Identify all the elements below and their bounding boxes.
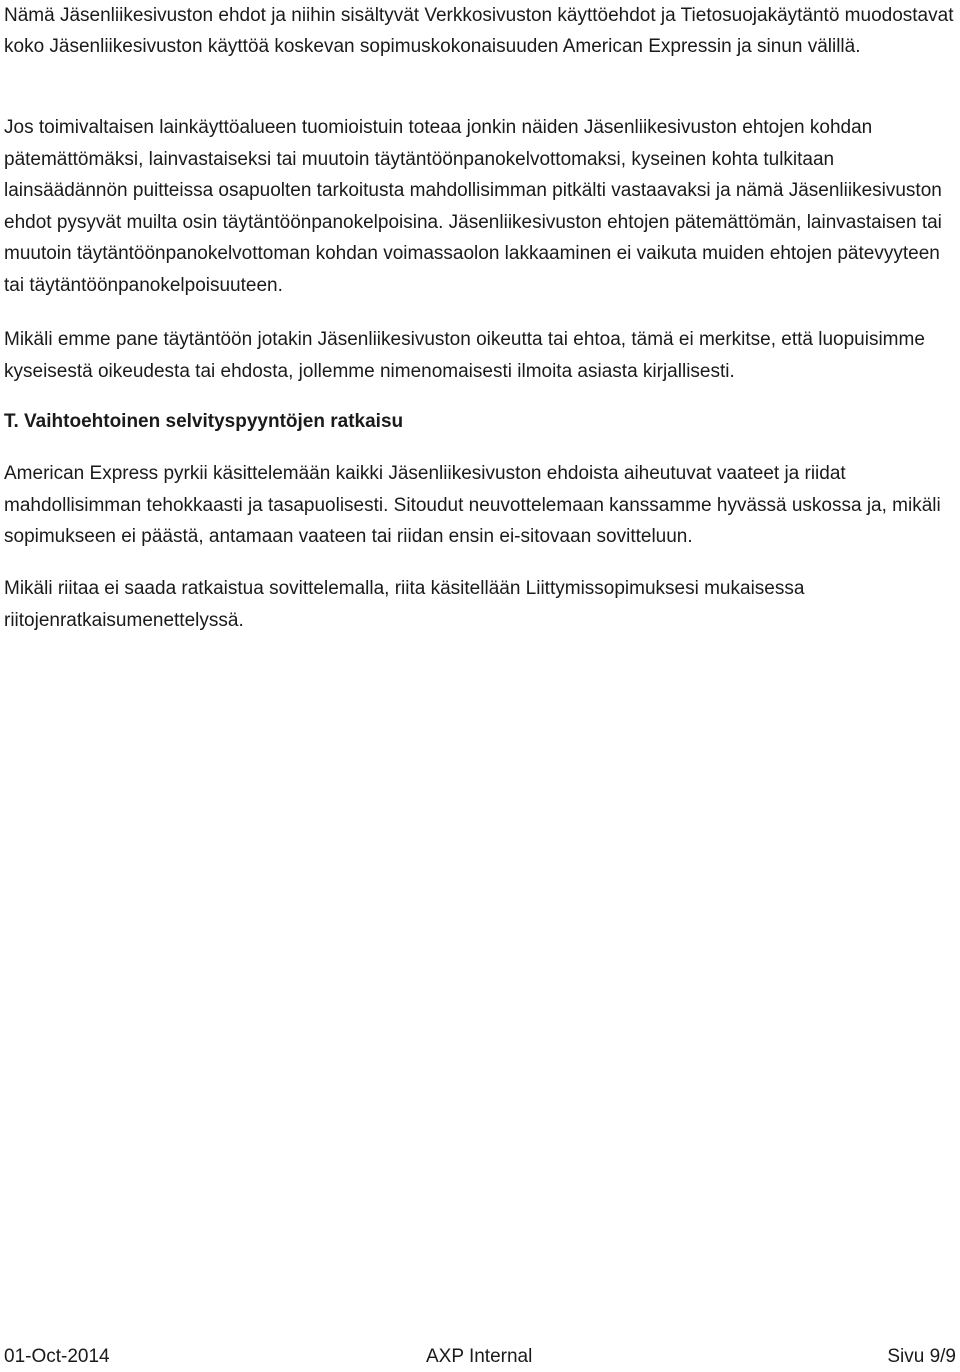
paragraph-dispute-handling: American Express pyrkii käsittelemään kaikki Jäsenliikesivuston ehdoista aiheutuvat vaateet ja riidat mahdollisimman tehokkaasti ja tasapuolisesti. Sitoudut neuvottelemaan kanssamme hyvässä uskossa ja, mikäli sopimukseen ei päästä, antamaan vaateen tai riidan ensin ei-sitovaan sovitteluun. bbox=[4, 463, 941, 548]
paragraph-dispute-resolution: Mikäli riitaa ei saada ratkaistua sovittelemalla, riita käsitellään Liittymissopimuksesi mukaisessa riitojenratkaisumenettelyssä. bbox=[4, 578, 805, 631]
footer-page-number: Sivu 9/9 bbox=[887, 1346, 956, 1367]
footer-classification: AXP Internal bbox=[426, 1346, 533, 1367]
page-footer bbox=[4, 1342, 956, 1372]
footer-date: 01-Oct-2014 bbox=[4, 1346, 110, 1367]
paragraph-agreement-scope: Nämä Jäsenliikesivuston ehdot ja niihin sisältyvät Verkkosivuston käyttöehdot ja Tietosuojakäytäntö muodostavat koko Jäsenliikesivuston käyttöä koskevan sopimuskokonaisuuden American Expressin ja sinun välillä. bbox=[4, 5, 954, 57]
paragraph-severability: Jos toimivaltaisen lainkäyttöalueen tuomioistuin toteaa jonkin näiden Jäsenliikesivuston ehtojen kohdan pätemättömäksi, lainvastaiseksi tai muutoin täytäntöönpanokelvottomaksi, kyseinen kohta tulkitaan lainsäädännön puitteissa osapuolten tarkoitusta mahdollisimman pitkälti vastaavaksi ja nämä Jäsenliikesivuston ehdot pysyvät muilta osin täytäntöönpanokelpoisina. Jäsenliikesivuston ehtojen pätemättömän, lainvastaisen tai muutoin täytäntöönpanokelvottoman kohdan voimassaolon lakkaaminen ei vaikuta muiden ehtojen pätevyyteen tai täytäntöönpanokelpoisuuteen. bbox=[4, 117, 942, 296]
section-heading: T. Vaihtoehtoinen selvityspyyntöjen ratkaisu bbox=[4, 411, 404, 432]
paragraph-waiver: Mikäli emme pane täytäntöön jotakin Jäsenliikesivuston oikeutta tai ehtoa, tämä ei merkitse, että luopuisimme kyseisestä oikeudesta tai ehdosta, jollemme nimenomaisesti ilmoita asiasta kirjallisesti. bbox=[4, 329, 925, 382]
